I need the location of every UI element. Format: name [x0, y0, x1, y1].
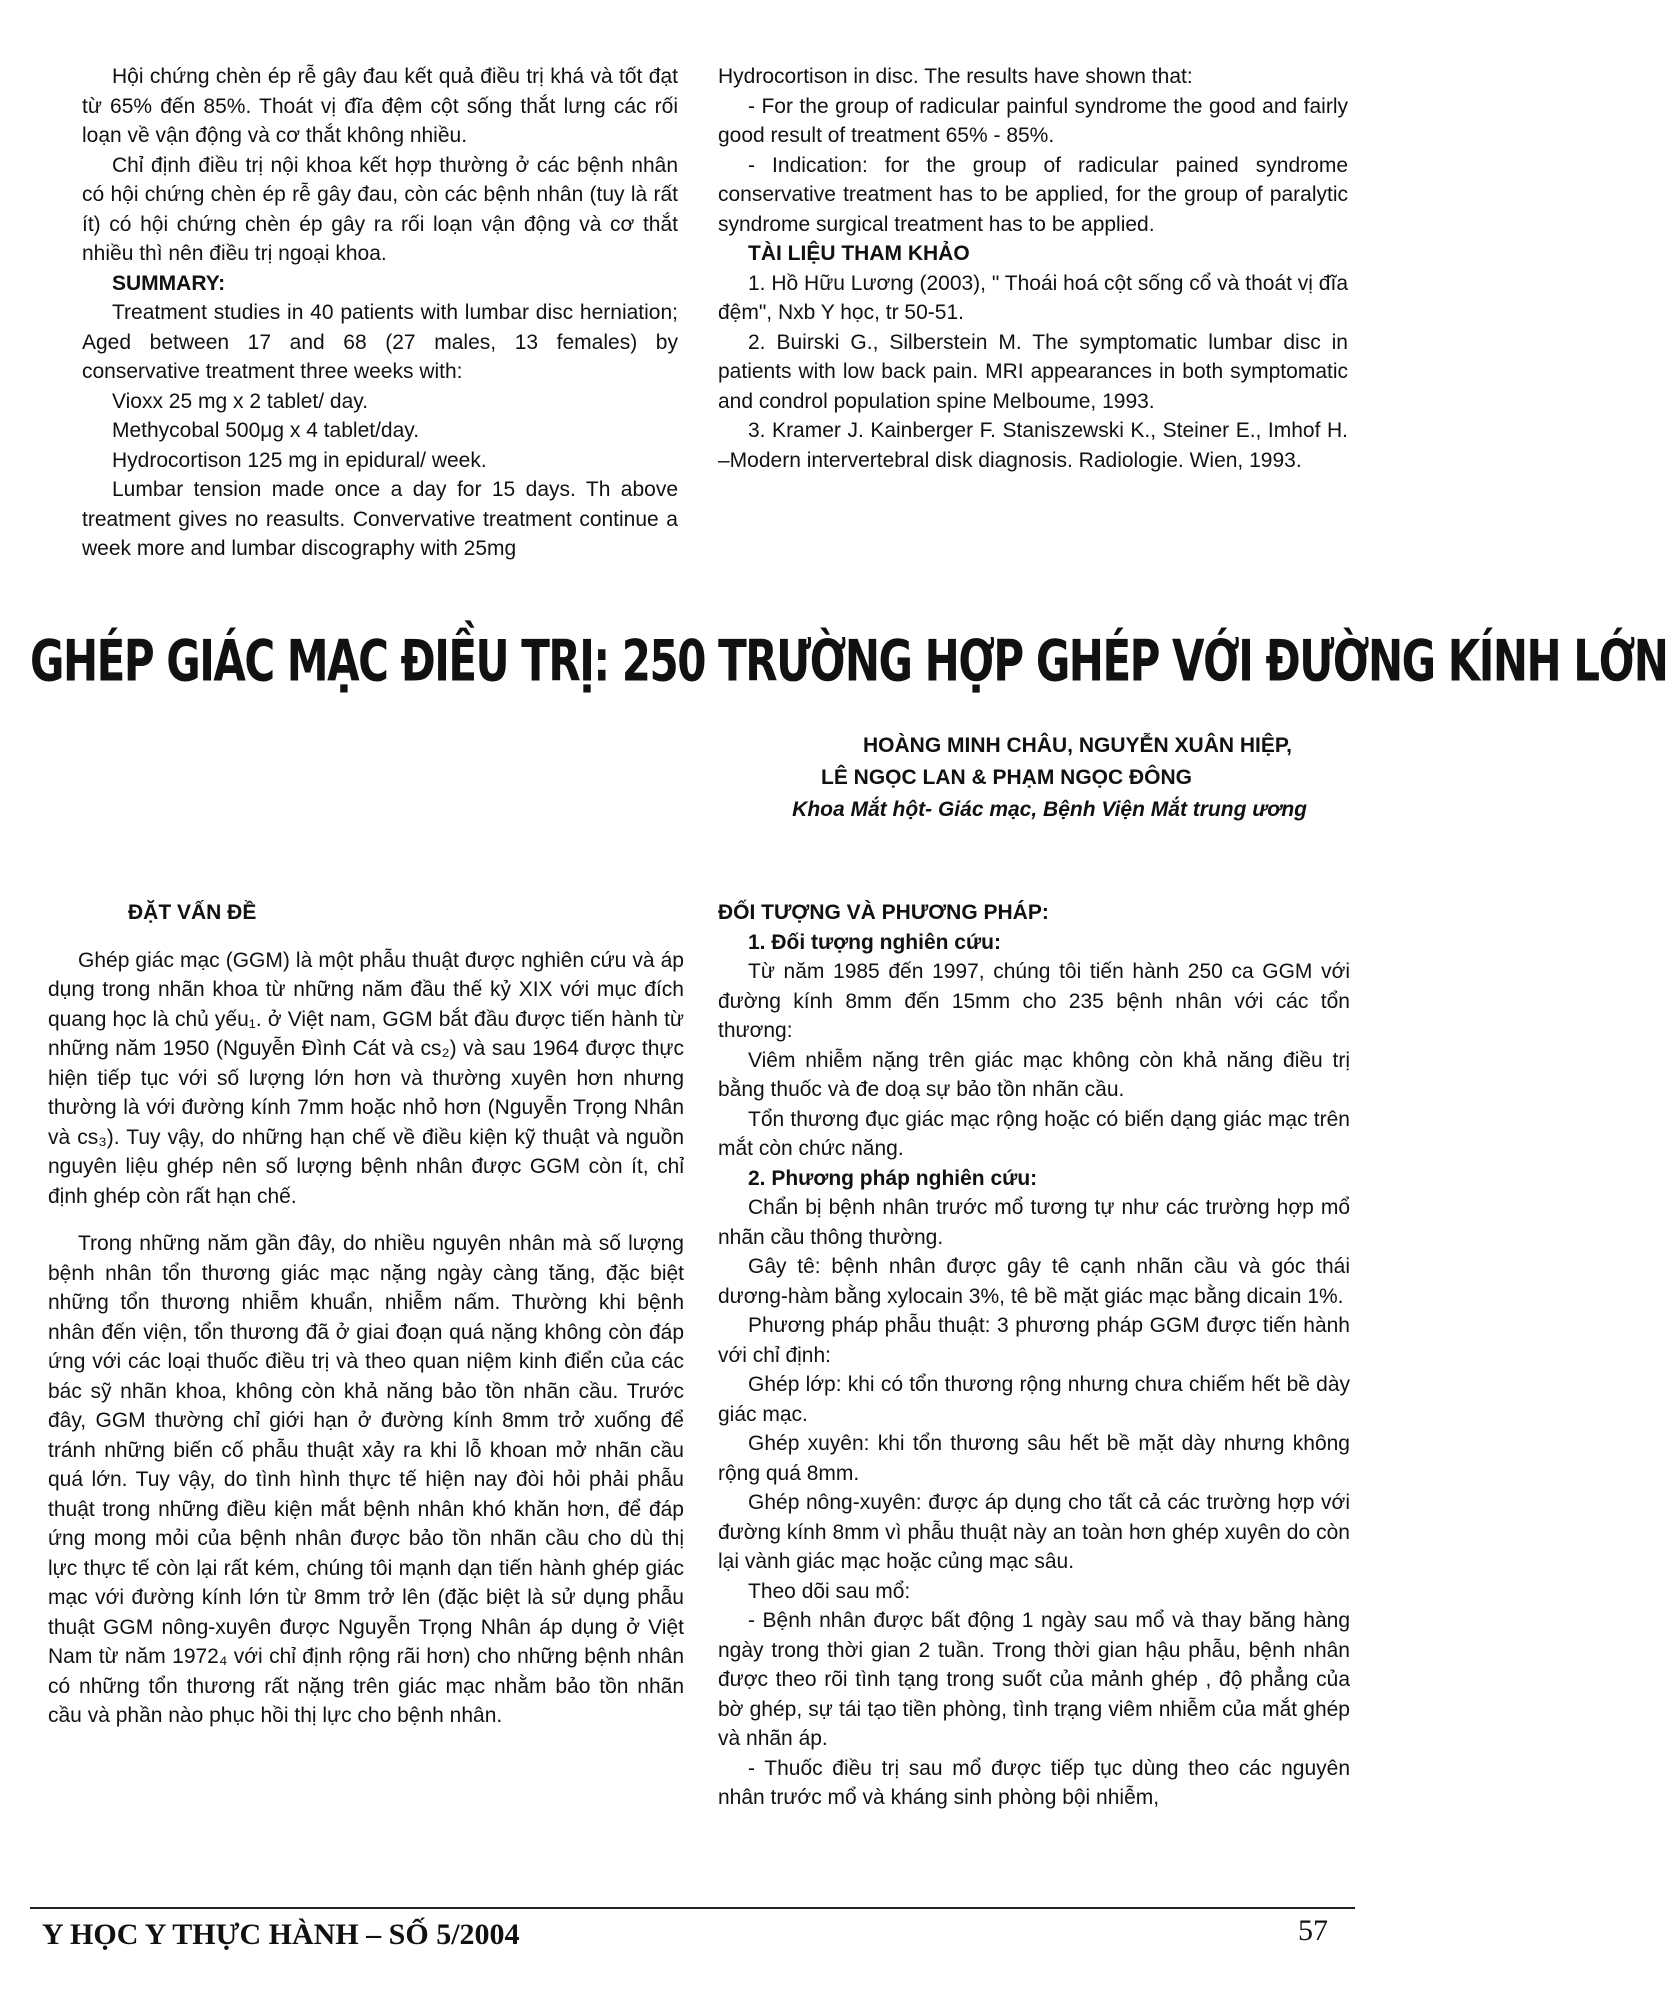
- bottom-left-column: [48, 898, 684, 1731]
- paragraph: Methycobal 500μg x 4 tablet/day.: [112, 419, 420, 442]
- section-heading: ĐẶT VẤN ĐỀ: [128, 901, 257, 924]
- paragraph: Treatment studies in 40 patients with lumbar disc herniation; Aged between 17 and 68 (27 males, 13 females) by conservative treatment three weeks with:: [82, 301, 678, 383]
- paragraph: Tổn thương đục giác mạc rộng hoặc có biến dạng giác mạc trên mắt còn chức năng.: [718, 1107, 1350, 1160]
- journal-name: Y HỌC Y THỰC HÀNH – SỐ 5/2004: [42, 1918, 520, 1951]
- paragraph: Gây tê: bệnh nhân được gây tê cạnh nhãn cầu và góc thái dương-hàm bằng xylocain 3%, tê bề mặt giác mạc bằng dicain 1%.: [718, 1255, 1350, 1308]
- paragraph: Hội chứng chèn ép rễ gây đau kết quả điều trị khá và tốt đạt từ 65% đến 85%. Thoát vị đĩa đệm cột sống thắt lưng các rối loạn về vận động và cơ thắt không nhiều.: [82, 65, 678, 147]
- paragraph: Ghép giác mạc (GGM) là một phẫu thuật được nghiên cứu và áp dụng trong nhãn khoa từ những năm đầu thế kỷ XIX với mục đích quang học là chủ yếu₁. ở Việt nam, GGM bắt đầu được tiến hành từ những năm 1950 (Nguyễn Đình Cát và cs₂) và sau 1964 được thực hiện tiếp tục với số lượng lớn hơn và thường xuyên hơn nhưng thường là với đường kính 7mm hoặc nhỏ hơn (Nguyễn Trọng Nhân và cs₃). Tuy vậy, do những hạn chế về điều kiện kỹ thuật và nguồn nguyên liệu ghép nên số lượng bệnh nhân được GGM còn ít, chỉ định ghép còn rất hạn chế.: [48, 948, 684, 1208]
- paragraph: Hydrocortison 125 mg in epidural/ week.: [112, 448, 487, 472]
- paragraph: Phương pháp phẫu thuật: 3 phương pháp GGM được tiến hành với chỉ định:: [718, 1314, 1350, 1367]
- paragraph: - Indication: for the group of radicular pained syndrome conservative treatment has to be applied, for the group of paralytic syndrome surgical treatment has to be applied.: [718, 153, 1348, 236]
- reference-item: 2. Buirski G., Silberstein M. The symptomatic lumbar disc in patients with low back pain. MRI appearances in both symptomatic and condrol population spine Melboume, 1993.: [718, 330, 1348, 413]
- paragraph: Lumbar tension made once a day for 15 days. Th above treatment gives no reasults. Convervative treatment continue a week more and lumbar discography with 25mg: [82, 478, 678, 560]
- page-number: 57: [1298, 1914, 1328, 1947]
- paragraph: Từ năm 1985 đến 1997, chúng tôi tiến hành 250 ca GGM với đường kính 8mm đến 15mm cho 235 bệnh nhân với các tổn thương:: [718, 960, 1350, 1042]
- affiliation: Khoa Mắt hột- Giác mạc, Bệnh Viện Mắt trung ương: [792, 798, 1307, 821]
- paragraph: Chẩn bị bệnh nhân trước mổ tương tự như các trường hợp mổ nhãn cầu thông thường.: [718, 1196, 1350, 1249]
- top-left-column: [82, 62, 678, 564]
- bottom-right-column: [718, 898, 1350, 1813]
- reference-item: 3. Kramer J. Kainberger F. Staniszewski K., Steiner E., Imhof H. –Modern intervertebral disk diagnosis. Radiologie. Wien, 1993.: [718, 419, 1348, 472]
- subsection-heading: 1. Đối tượng nghiên cứu:: [748, 930, 1001, 954]
- paragraph: Vioxx 25 mg x 2 tablet/ day.: [112, 389, 369, 413]
- top-right-column: [718, 62, 1348, 475]
- section-heading: ĐỐI TƯỢNG VÀ PHƯƠNG PHÁP:: [718, 901, 1049, 924]
- paragraph: Viêm nhiễm nặng trên giác mạc không còn khả năng điều trị bằng thuốc và đe doạ sự bảo tồn nhãn cầu.: [718, 1048, 1350, 1101]
- paragraph: - Thuốc điều trị sau mổ được tiếp tục dùng theo các nguyên nhân trước mổ và kháng sinh phòng bội nhiễm,: [718, 1756, 1350, 1809]
- paragraph: Chỉ định điều trị nội khoa kết hợp thường ở các bệnh nhân có hội chứng chèn ép rễ gây đau, còn các bệnh nhân (tuy là rất ít) có hội chứng chèn ép gây ra rối loạn vận động và cơ thắt nhiều thì nên điều trị ngoại khoa.: [82, 153, 678, 265]
- summary-heading: SUMMARY:: [112, 271, 226, 295]
- authors-line: HOÀNG MINH CHÂU, NGUYỄN XUÂN HIỆP,: [863, 734, 1292, 757]
- paragraph: Trong những năm gần đây, do nhiều nguyên nhân mà số lượng bệnh nhân tổn thương giác mạc nặng ngày càng tăng, đặc biệt những tổn thương nhiễm khuẩn, nhiễm nấm. Thường khi bệnh nhân đến viện, tổn thương đã ở giai đoạn quá nặng không còn đáp ứng với các loại thuốc điều trị và theo quan niệm kinh điển của các bác sỹ nhãn khoa, không còn khả năng bảo tồn nhãn cầu. Trước đây, GGM thường chỉ giới hạn ở đường kính 8mm trở xuống để tránh những biến cố phẫu thuật xảy ra khi lỗ khoan mở nhãn cầu quá lớn. Tuy vậy, do tình hình thực tế hiện nay đòi hỏi phải phẫu thuật trong những điều kiện mắt bệnh nhân khó khăn hơn, để đáp ứng mong mỏi của bệnh nhân được bảo tồn nhãn cầu cho dù thị lực thực tế còn lại rất kém, chúng tôi mạnh dạn tiến hành ghép giác mạc với đường kính lớn từ 8mm trở lên (đặc biệt là sử dụng phẫu thuật GGM nông-xuyên được Nguyễn Trọng Nhân áp dụng ở Việt Nam từ năm 1972₄ với chỉ định rộng rãi hơn) cho những bệnh nhân có những tổn thương rất nặng trên giác mạc nhằm bảo tồn nhãn cầu và phần nào phục hồi thị lực cho bệnh nhân.: [48, 1232, 684, 1727]
- article-title: GHÉP GIÁC MẠC ĐIỀU TRỊ: 250 TRƯỜNG HỢP GHÉP VỚI ĐƯỜNG KÍNH LỚN: [30, 628, 1667, 695]
- authors-line: LÊ NGỌC LAN & PHẠM NGỌC ĐÔNG: [821, 766, 1192, 789]
- paragraph: Ghép nông-xuyên: được áp dụng cho tất cả các trường hợp với đường kính 8mm vì phẫu thuật này an toàn hơn ghép xuyên do còn lại vành giác mạc hoặc củng mạc sâu.: [718, 1491, 1350, 1573]
- subsection-heading: 2. Phương pháp nghiên cứu:: [748, 1166, 1038, 1190]
- paragraph: - Bệnh nhân được bất động 1 ngày sau mổ và thay băng hàng ngày trong thời gian 2 tuần. Trong thời gian hậu phẫu, bệnh nhân được theo rõi tình tạng trong suốt của mảnh ghép , độ phẳng của bờ ghép, sự tái tạo tiền phòng, tình trạng viêm nhiễm của mắt ghép và nhãn áp.: [718, 1609, 1350, 1750]
- paragraph: - For the group of radicular painful syndrome the good and fairly good result of treatment 65% - 85%.: [718, 94, 1348, 147]
- reference-item: 1. Hồ Hữu Lương (2003), " Thoái hoá cột sống cổ và thoát vị đĩa đệm", Nxb Y học, tr 50-51.: [718, 271, 1348, 324]
- references-heading: TÀI LIỆU THAM KHẢO: [748, 242, 970, 265]
- author-block: [517, 730, 1317, 826]
- paragraph: Hydrocortison in disc. The results have shown that:: [718, 65, 1193, 88]
- paragraph: Ghép xuyên: khi tổn thương sâu hết bề mặt dày nhưng không rộng quá 8mm.: [718, 1432, 1350, 1485]
- footer-rule: [30, 1907, 1355, 1909]
- paragraph: Ghép lớp: khi có tổn thương rộng nhưng chưa chiếm hết bề dày giác mạc.: [718, 1373, 1350, 1426]
- paragraph: Theo dõi sau mổ:: [748, 1579, 911, 1603]
